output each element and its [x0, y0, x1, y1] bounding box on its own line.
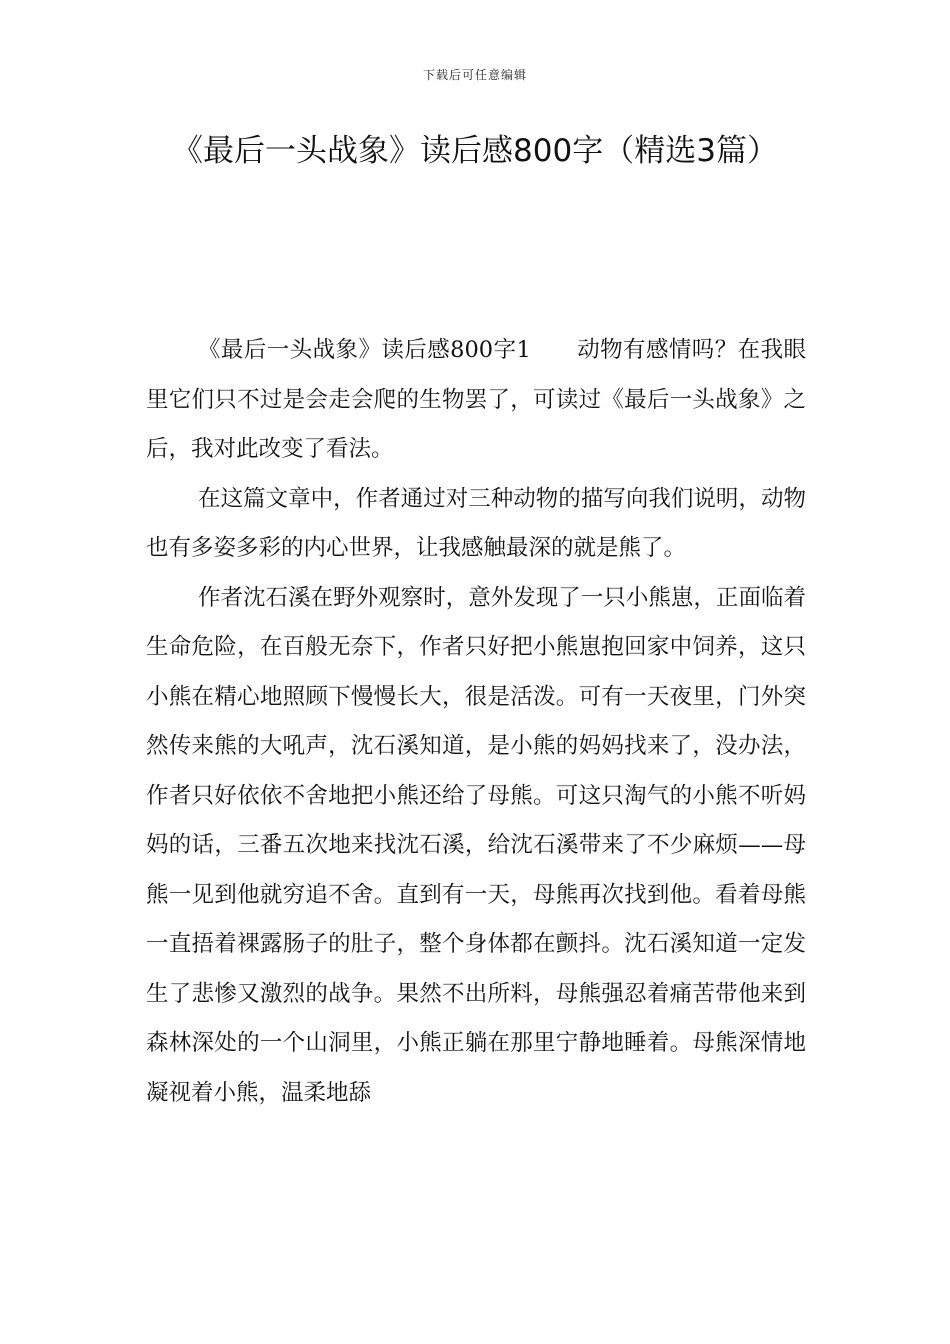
paragraph-1-text: 动物有感情吗？在我眼里它们只不过是会走会爬的生物罢了，可读过《最后一头战象》之后，我对此改变了看法。: [146, 337, 806, 462]
paragraph-3: 作者沈石溪在野外观察时，意外发现了一只小熊崽，正面临着生命危险，在百般无奈下，作者只好把小熊崽抱回家中饲养，这只小熊在精心地照顾下慢慢长大，很是活泼。可有一天夜里，门外突然传来熊的大吼声，沈石溪知道，是小熊的妈妈找来了，没办法，作者只好依依不舍地把小熊还给了母熊。可这只淘气的小熊不听妈妈的话，三番五次地来找沈石溪，给沈石溪带来了不少麻烦——母熊一见到他就穷追不舍。直到有一天，母熊再次找到他。看着母熊一直捂着裸露肠子的肚子，整个身体都在颤抖。沈石溪知道一定发生了悲惨又激烈的战争。果然不出所料，母熊强忍着痛苦带他来到森林深处的一个山洞里，小熊正躺在那里宁静地睡着。母熊深情地凝视着小熊，温柔地舔: [146, 584, 806, 1106]
paragraph-2: 在这篇文章中，作者通过对三种动物的描写向我们说明，动物也有多姿多彩的内心世界，让我感触最深的就是熊了。: [146, 485, 806, 561]
header-note: 下载后可任意编辑: [422, 68, 527, 82]
document-body: [146, 326, 806, 1118]
section-heading: 《最后一头战象》读后感800字1: [198, 337, 531, 363]
document-title: 《最后一头战象》读后感800字（精选3篇）: [172, 133, 778, 169]
paragraph-1: [146, 326, 806, 475]
